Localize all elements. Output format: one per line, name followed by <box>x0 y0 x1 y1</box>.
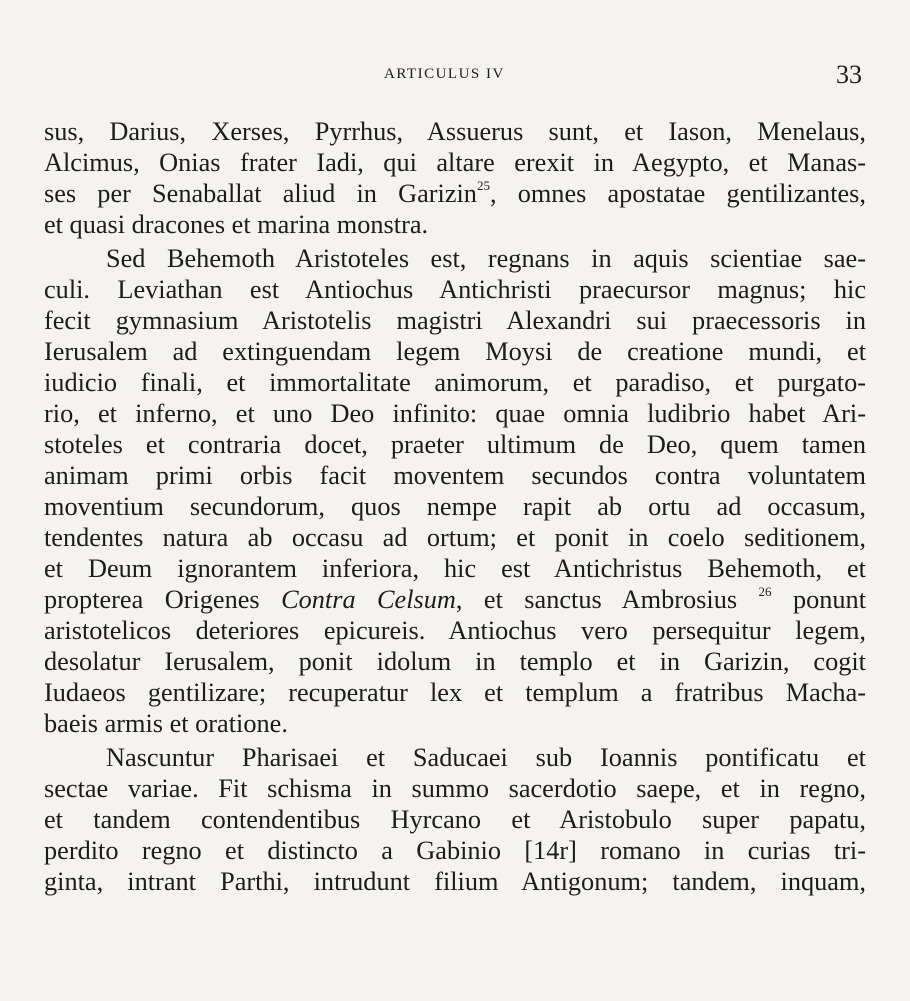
text-line: et quasi dracones et marina monstra. <box>44 210 429 239</box>
text-line: sectae variae. Fit schisma in summo sacerdotio saepe, et in regno, <box>44 774 866 803</box>
text-line: baeis armis et oratione. <box>44 709 288 738</box>
text-line: Iudaeos gentilizare; recuperatur lex et templum a fratribus Macha- <box>44 678 866 707</box>
text-line: perdito regno et distincto a Gabinio [14r] romano in curias tri- <box>44 836 866 865</box>
text-line: rio, et inferno, et uno Deo infinito: quae omnia ludibrio habet Ari- <box>44 399 866 428</box>
text-line: sus, Darius, Xerses, Pyrrhus, Assuerus sunt, et Iason, Menelaus, <box>44 117 866 146</box>
text-run: ses per Senaballat aliud in Garizin <box>44 179 477 208</box>
text-line: animam primi orbis facit moventem secundos contra voluntatem <box>44 461 866 490</box>
footnote-ref: 26 <box>758 584 772 599</box>
text-run: ponunt <box>771 585 866 614</box>
text-run: propterea Origenes <box>44 585 282 614</box>
text-run: , omnes apostatae gentilizantes, <box>489 179 866 208</box>
text-line: Ierusalem ad extinguendam legem Moysi de creatione mundi, et <box>44 337 866 366</box>
text-line <box>44 178 866 209</box>
text-run: , et sanctus Ambrosius <box>455 585 759 614</box>
text-line: Alcimus, Onias frater Iadi, qui altare erexit in Aegypto, et Manas- <box>44 148 866 177</box>
running-title: ARTICULUS IV <box>384 66 505 82</box>
running-head <box>0 60 910 89</box>
text-line: ginta, intrant Parthi, intrudunt filium Antigonum; tandem, inquam, <box>44 867 866 896</box>
text-line: culi. Leviathan est Antiochus Antichristi praecursor magnus; hic <box>44 275 866 304</box>
text-line: et tandem contendentibus Hyrcano et Aristobulo super papatu, <box>44 805 866 834</box>
text-line: stoteles et contraria docet, praeter ultimum de Deo, quem tamen <box>44 430 866 459</box>
text-line: Nascuntur Pharisaei et Saducaei sub Ioannis pontificatu et <box>106 743 866 772</box>
page-number: 33 <box>836 60 862 89</box>
footnote-ref: 25 <box>476 178 490 193</box>
text-line: aristotelicos deteriores epicureis. Antiochus vero persequitur legem, <box>44 616 866 645</box>
text-line: iudicio finali, et immortalitate animorum, et paradiso, et purgato- <box>44 368 866 397</box>
text-line: fecit gymnasium Aristotelis magistri Alexandri sui praecessoris in <box>44 306 866 335</box>
italic-title: Contra Celsum <box>281 585 456 614</box>
text-line: desolatur Ierusalem, ponit idolum in templo et in Garizin, cogit <box>44 647 866 676</box>
text-line: tendentes natura ab occasu ad ortum; et ponit in coelo seditionem, <box>44 523 866 552</box>
text-line: Sed Behemoth Aristoteles est, regnans in aquis scientiae sae- <box>106 244 866 273</box>
body-text <box>44 116 866 897</box>
text-line <box>44 584 866 615</box>
text-line: moventium secundorum, quos nempe rapit ab ortu ad occasum, <box>44 492 866 521</box>
text-line: et Deum ignorantem inferiora, hic est Antichristus Behemoth, et <box>44 554 866 583</box>
